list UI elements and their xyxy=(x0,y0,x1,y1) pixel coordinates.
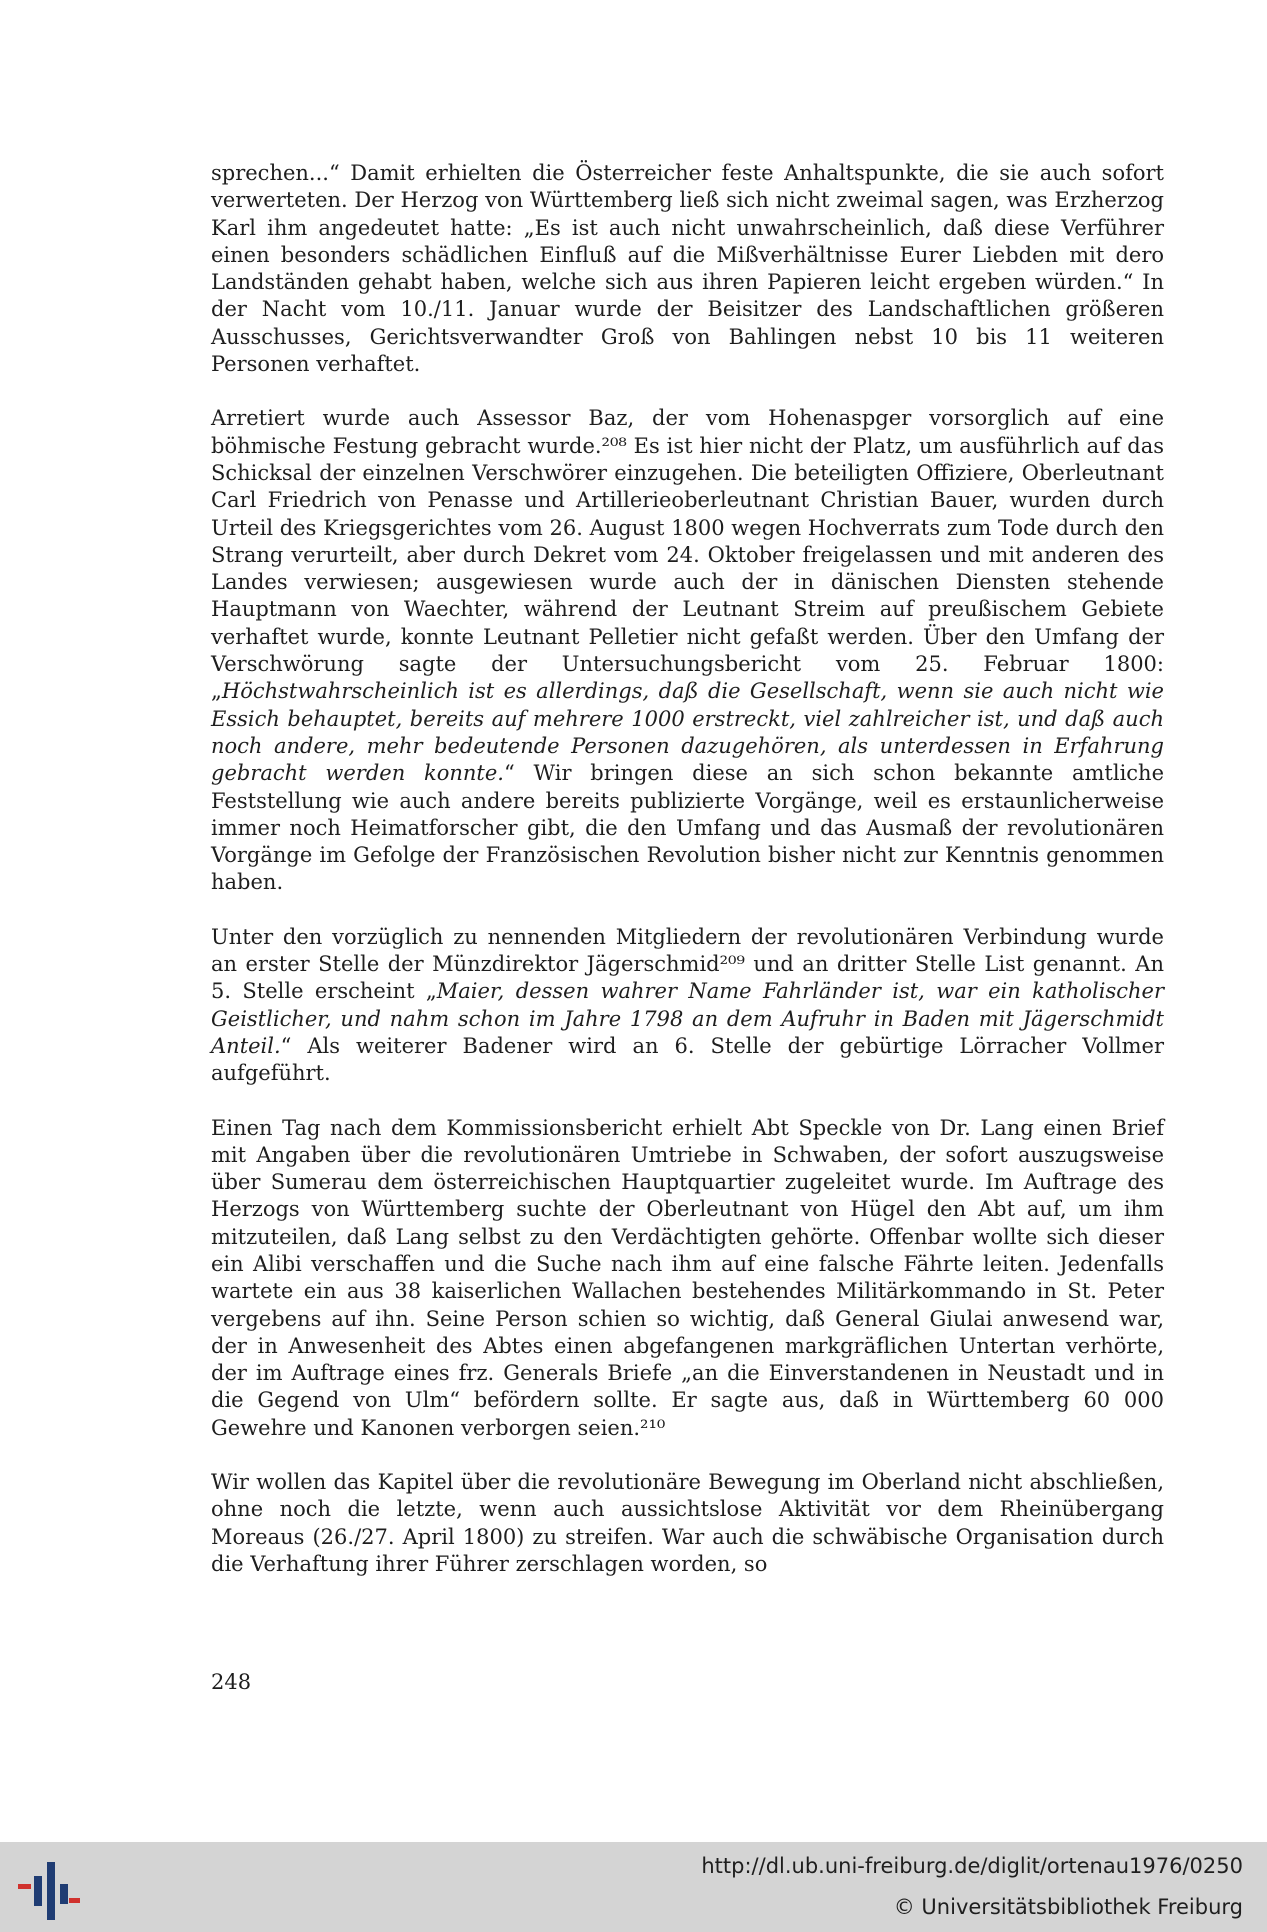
paragraph-text: Arretiert wurde auch Assessor Baz, der vom Hohenaspger vorsorglich auf eine böhmische Festung gebracht wurde.²⁰⁸ Es ist hier nicht der Platz, um ausführlich auf das Schicksal der einzelnen Verschwörer einzugehen. Die beteiligten Offiziere, Oberleutnant Carl Friedrich von Penasse und Artillerieoberleutnant Christian Bauer, wurden durch Urteil des Kriegsgerichtes vom 26. August 1800 wegen Hochverrats zum Tode durch den Strang verurteilt, aber durch Dekret vom 24. Oktober freigelassen und mit anderen des Landes verwiesen; ausgewiesen wurde auch der in dänischen Diensten stehende Hauptmann von Waechter, während der Leutnant Streim auf preußischem Gebiete verhaftet wurde, konnte Leutnant Pelletier nicht gefaßt werden. Über den Umfang der Verschwörung sagte der Untersuchungsbericht vom 25. Februar 1800: „ xyxy=(211,406,1164,704)
footer-copyright: © Universitätsbibliothek Freiburg xyxy=(893,1895,1243,1919)
ub-freiburg-logo-icon xyxy=(14,1854,84,1926)
paragraph xyxy=(211,924,1164,1088)
footer-bar xyxy=(0,1842,1267,1932)
paragraph xyxy=(211,160,1164,378)
footer-url-link[interactable]: http://dl.ub.uni-freiburg.de/diglit/ortenau1976/0250 xyxy=(701,1854,1243,1878)
paragraph-text: Unter den vorzüglich zu nennenden Mitgliedern der revolutionären Verbindung wurde an erster Stelle der Münzdirektor Jägerschmid²⁰⁹ und an dritter Stelle List genannt. An 5. Stelle erscheint „ xyxy=(211,924,1164,1004)
paragraph xyxy=(211,1115,1164,1443)
paragraph-text: Einen Tag nach dem Kommissionsbericht erhielt Abt Speckle von Dr. Lang einen Brief mit Angaben über die revolutionären Umtriebe in Schwaben, der sofort auszugsweise über Sumerau dem österreichischen Hauptquartier zugeleitet wurde. Im Auftrage des Herzogs von Württemberg suchte der Oberleutnant von Hügel den Abt auf, um ihm mitzuteilen, daß Lang selbst zu den Verdächtigten gehörte. Offenbar wollte sich dieser ein Alibi verschaffen und die Suche nach ihm auf eine falsche Fährte leiten. Jedenfalls wartete ein aus 38 kaiserlichen Wallachen bestehendes Militärkommando in St. Peter vergebens auf ihn. Seine Person schien so wichtig, daß General Giulai anwesend war, der in Anwesenheit des Abtes einen abgefangenen markgräflichen Untertan verhörte, der im Auftrage eines frz. Generals Briefe „an die Einverstandenen in Neustadt und in die Gegend von Ulm“ befördern sollte. Er sagte aus, daß in Württemberg 60 000 Gewehre und Kanonen verborgen seien.²¹⁰ xyxy=(211,1115,1164,1440)
page-number: 248 xyxy=(211,1670,252,1694)
paragraph-text: “ Als weiterer Badener wird an 6. Stelle der gebürtige Lörracher Vollmer aufgeführt. xyxy=(211,1033,1164,1086)
paragraph xyxy=(211,405,1164,896)
quoted-italic-text: Höchstwahrscheinlich ist es allerdings, daß die Gesellschaft, wenn sie auch nicht wie Essich behauptet, bereits auf mehrere 1000 erstreckt, viel zahlreicher ist, und daß auch noch andere, mehr bedeutende Personen dazugehören, als unterdessen in Erfahrung gebracht werden konnte. xyxy=(211,679,1164,786)
paragraph-text: Wir wollen das Kapitel über die revolutionäre Bewegung im Oberland nicht abschließen, ohne noch die letzte, wenn auch aussichtslose Aktivität vor dem Rheinübergang Moreaus (26./27. April 1800) zu streifen. War auch die schwäbische Organisation durch die Verhaftung ihrer Führer zerschlagen worden, so xyxy=(211,1470,1164,1576)
quoted-italic-text: Maier, dessen wahrer Name Fahrländer ist, war ein katholischer Geistlicher, und nahm schon im Jahre 1798 an dem Aufruhr in Baden mit Jägerschmidt Anteil. xyxy=(211,979,1164,1058)
body-text xyxy=(211,160,1164,1605)
paragraph-text: “ Wir bringen diese an sich schon bekannte amtliche Feststellung wie auch andere bereits publizierte Vorgänge, weil es erstaunlicherweise immer noch Heimatforscher gibt, die den Umfang und das Ausmaß der revolutionären Vorgänge im Gefolge der Französischen Revolution bisher nicht zur Kenntnis genommen haben. xyxy=(211,761,1165,895)
paragraph-text: sprechen...“ Damit erhielten die Österreicher feste Anhaltspunkte, die sie auch sofort verwerteten. Der Herzog von Württemberg ließ sich nicht zweimal sagen, was Erzherzog Karl ihm angedeutet hatte: „Es ist auch nicht unwahrscheinlich, daß diese Verführer einen besonders schädlichen Einfluß auf die Mißverhältnisse Eurer Liebden mit dero Landständen gehabt haben, welche sich aus ihren Papieren leicht ergeben würden.“ In der Nacht vom 10./11. Januar wurde der Beisitzer des Landschaftlichen größeren Ausschusses, Gerichtsverwandter Groß von Bahlingen nebst 10 bis 11 weiteren Personen verhaftet. xyxy=(211,161,1164,377)
paragraph xyxy=(211,1469,1164,1578)
